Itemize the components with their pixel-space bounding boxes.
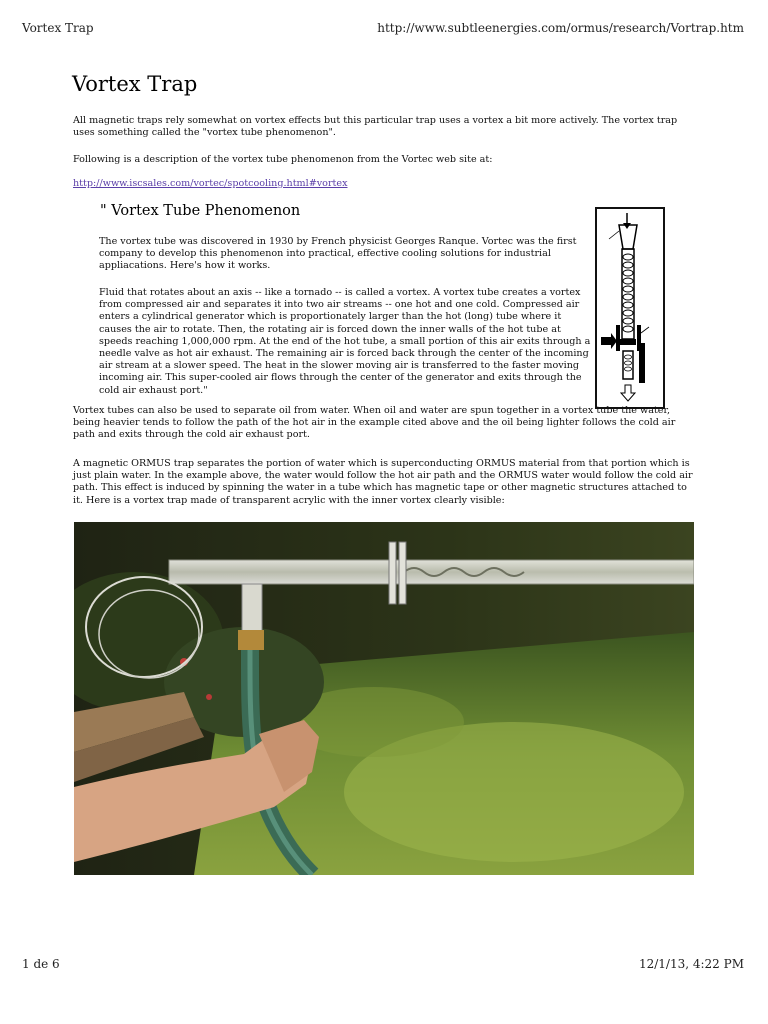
quote-title: " Vortex Tube Phenomenon <box>100 203 301 219</box>
page-title: Vortex Trap <box>72 72 198 96</box>
vortex-tube-diagram <box>595 207 665 409</box>
print-footer-page: 1 de 6 <box>22 957 60 971</box>
vortex-trap-photo <box>74 522 694 875</box>
print-footer-timestamp: 12/1/13, 4:22 PM <box>638 957 744 971</box>
print-header-url: http://www.subtleenergies.com/ormus/research/Vortrap.htm <box>377 21 744 35</box>
quote-paragraph-2: Fluid that rotates about an axis -- like a tornado -- is called a vortex. A vortex tube creates a vortex from compressed air and separates it into two air streams -- one hot and one cold. Compressed air enters a cylindrical generator which is proportionately larger than the hot (long) tube where it causes the air to rotate. Then, the rotating air is forced down the inner walls of the hot tube at speeds reaching 1,000,000 rpm. At the end of the hot tube, a small portion of this air exits through a needle valve as hot air exhaust. The remaining air is forced back through the center of the incoming air stream at a slower speed. The heat in the slower moving air is transferred to the faster moving incoming air. This super-cooled air flows through the center of the generator and exits through the cold air exhaust port." <box>99 287 591 396</box>
ormus-trap-paragraph: A magnetic ORMUS trap separates the portion of water which is superconducting ORMUS material from that portion which is just plain water. In the example above, the water would follow the hot air path and the ORMUS water would follow the cold air path. This effect is induced by spinning the water in a tube which has magnetic tape or other magnetic structures attached to it. Here is a vortex trap made of transparent acrylic with the inner vortex clearly visible: <box>73 458 693 506</box>
vortec-link[interactable]: http://www.iscsales.com/vortec/spotcooling.html#vortex <box>73 178 348 189</box>
vortex-trap-photo-drawing <box>74 522 694 875</box>
print-header-title: Vortex Trap <box>22 21 94 35</box>
oil-water-paragraph: Vortex tubes can also be used to separate oil from water. When oil and water are spun together in a vortex tube the water, being heavier tends to follow the path of the hot air in the example cited above and the oil being lighter follows the cold air path and exits through the cold air exhaust port. <box>73 405 676 441</box>
intro-paragraph: All magnetic traps rely somewhat on vortex effects but this particular trap uses a vortex a bit more actively. The vortex trap uses something called the "vortex tube phenomenon". <box>73 115 678 139</box>
following-paragraph: Following is a description of the vortex tube phenomenon from the Vortec web site at: <box>73 154 493 165</box>
vortex-tube-drawing <box>597 209 663 407</box>
vortec-link-container <box>73 178 348 190</box>
quote-paragraph-1: The vortex tube was discovered in 1930 by French physicist Georges Ranque. Vortec was the first company to develop this phenomenon into practical, effective cooling solutions for industrial appliacations. Here's how it works. <box>99 236 577 272</box>
